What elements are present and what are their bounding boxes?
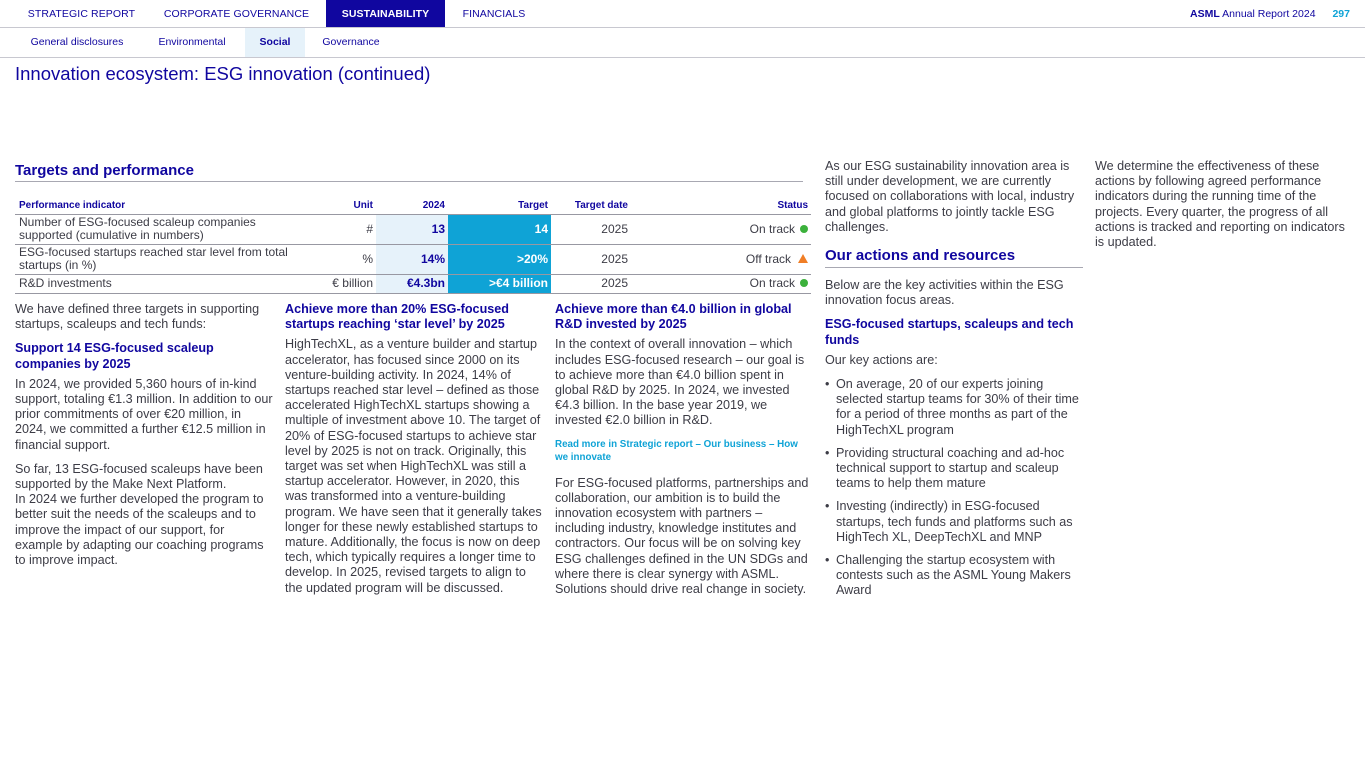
target-cell: >€4 billion	[448, 274, 551, 293]
tab-strategic-report[interactable]: STRATEGIC REPORT	[27, 8, 136, 20]
unit-cell: #	[295, 214, 376, 244]
scaleup-paragraph-2: So far, 13 ESG-focused scaleups have been supported by the Make Next Platform.	[15, 461, 263, 492]
unit-cell: € billion	[295, 274, 376, 293]
header-status: Status	[631, 197, 811, 214]
top-nav	[0, 0, 1365, 28]
scaleup-target-heading: Support 14 ESG-focused scaleup companies by 2025	[15, 341, 214, 371]
indicator-cell: R&D investments	[15, 274, 295, 293]
header-target: Target	[448, 197, 551, 214]
column-targets-support	[15, 302, 273, 577]
effectiveness-paragraph: We determine the effectiveness of these actions by following agreed performance indicators during the running time of the projects. Every quarter, the progress of all actions is tracked and reporting on indicators is updated.	[1095, 159, 1345, 250]
target-date-cell: 2025	[551, 244, 631, 274]
status-text: On track	[749, 276, 795, 290]
list-item: • Investing (indirectly) in ESG-focused startups, tech funds and platforms such as HighTech XL, DeepTechXL and MNP	[825, 499, 1083, 545]
table-row	[15, 274, 811, 293]
indicator-cell: ESG-focused startups reached star level from total startups (in %)	[15, 244, 295, 274]
actions-rule	[825, 267, 1083, 268]
target-date-cell: 2025	[551, 214, 631, 244]
target-date-cell: 2025	[551, 274, 631, 293]
actions-heading: Our actions and resources	[825, 247, 1016, 264]
scaleup-paragraph-3: In 2024 we further developed the program to better suit the needs of the scaleups and to improve the impact of our support, for example by adapting our coaching programs to improve impact.	[15, 492, 264, 568]
performance-table	[15, 197, 811, 294]
subtab-governance[interactable]: Governance	[322, 36, 380, 48]
header-target-date: Target date	[551, 197, 631, 214]
scaleup-paragraph-1: In 2024, we provided 5,360 hours of in-kind support, totaling €1.3 million. In addition to our prior commitments of over €20 million, in 2024, we committed a further €12.5 million in financial support.	[15, 376, 273, 452]
target-cell: 14	[448, 214, 551, 244]
tab-sustainability[interactable]: SUSTAINABILITY	[326, 0, 445, 27]
table-row	[15, 244, 811, 274]
column-actions	[825, 159, 1083, 244]
esg-startups-heading: ESG-focused startups, scaleups and tech funds	[825, 317, 1074, 347]
indicator-cell: Number of ESG-focused scaleup companies supported (cumulative in numbers)	[15, 214, 295, 244]
list-item: • Providing structural coaching and ad-hoc technical support to startup and scaleup teams to help them mature	[825, 446, 1083, 492]
targets-intro: We have defined three targets in supporting startups, scaleups and tech funds:	[15, 302, 260, 332]
star-level-heading: Achieve more than 20% ESG-focused startups reaching ‘star level’ by 2025	[285, 302, 509, 332]
value-2024-cell: 14%	[376, 244, 448, 274]
subtab-environmental[interactable]: Environmental	[158, 36, 226, 48]
tab-corporate-governance[interactable]: CORPORATE GOVERNANCE	[163, 8, 310, 20]
column-effectiveness	[1095, 159, 1345, 259]
platforms-paragraph: For ESG-focused platforms, partnerships and collaboration, our ambition is to build the innovation ecosystem with partners – including industry, knowledge institutes and contractors. Our focus will be on solving key ESG challenges defined in the UN SDGs and where there is clear synergy with ASML. Solutions should drive real change in society.	[555, 475, 809, 597]
targets-rule	[15, 181, 803, 182]
table-row	[15, 214, 811, 244]
off-track-triangle-icon	[798, 254, 808, 263]
value-2024-cell: €4.3bn	[376, 274, 448, 293]
list-item: • On average, 20 of our experts joining selected startup teams for 30% of their time for a period of three months as part of the HighTechXL program	[825, 377, 1083, 438]
header-unit: Unit	[295, 197, 376, 214]
column-rnd	[555, 302, 813, 606]
value-2024-cell: 13	[376, 214, 448, 244]
on-track-dot-icon	[800, 225, 808, 233]
column-actions-body	[825, 278, 1083, 607]
page-title: Innovation ecosystem: ESG innovation (continued)	[15, 63, 431, 84]
rnd-paragraph: In the context of overall innovation – which includes ESG-focused research – our goal is to achieve more than €4.0 billion spent in global R&D by 2025. In 2024, we invested €4.3 billion. In the base year 2019, we invested €2.0 billion in R&D.	[555, 337, 805, 428]
on-track-dot-icon	[800, 279, 808, 287]
star-level-paragraph: HighTechXL, as a venture builder and startup accelerator, has focused since 2000 on its venture-building activity. In 2024, 14% of startups reached star level – defined as those accelerated HighTechXL startups showing a multiple of investment above 10. The target of 20% of ESG-focused startups to achieve star level by 2025 is not on track. Originally, this target was set when HighTechXL was still a startup accelerator. However, in 2020, this was transformed into a venture-building program. We have seen that it generally takes longer for these newly established startups to mature. Additionally, the focus is now on deep tech, which typically requires a longer time to develop. In 2025, revised targets to align to the updated program will be discussed.	[285, 337, 542, 595]
tab-financials[interactable]: FINANCIALS	[462, 8, 526, 20]
status-cell	[631, 274, 811, 293]
table-header-row	[15, 197, 811, 214]
status-text: Off track	[745, 251, 791, 266]
column-star-level	[285, 302, 543, 605]
key-actions-list	[825, 377, 1083, 599]
activities-intro: Below are the key activities within the ESG innovation focus areas.	[825, 278, 1064, 308]
development-paragraph: As our ESG sustainability innovation area is still under development, we are currently focused on collaborations with local, industry and global platforms to jointly tackle ESG challenges.	[825, 159, 1075, 234]
unit-cell: %	[295, 244, 376, 274]
status-text: On track	[749, 221, 795, 236]
subtab-general-disclosures[interactable]: General disclosures	[30, 36, 124, 48]
page-number: 297	[1332, 8, 1350, 20]
subtab-social[interactable]: Social	[245, 28, 305, 57]
key-actions-label: Our key actions are:	[825, 352, 938, 367]
target-cell: >20%	[448, 244, 551, 274]
rnd-heading: Achieve more than €4.0 billion in global R&D invested by 2025	[555, 302, 792, 332]
report-title: Annual Report 2024	[1222, 8, 1316, 20]
header-2024: 2024	[376, 197, 448, 214]
report-label	[1190, 0, 1350, 29]
sub-nav	[0, 28, 1365, 58]
status-cell	[631, 214, 811, 244]
read-more-link[interactable]: Read more in Strategic report – Our business – How we innovate	[555, 438, 798, 463]
status-cell	[631, 244, 811, 274]
targets-heading: Targets and performance	[15, 162, 194, 179]
header-indicator: Performance indicator	[15, 197, 295, 214]
list-item: • Challenging the startup ecosystem with contests such as the ASML Young Makers Award	[825, 553, 1083, 599]
brand-name: ASML	[1190, 8, 1220, 20]
